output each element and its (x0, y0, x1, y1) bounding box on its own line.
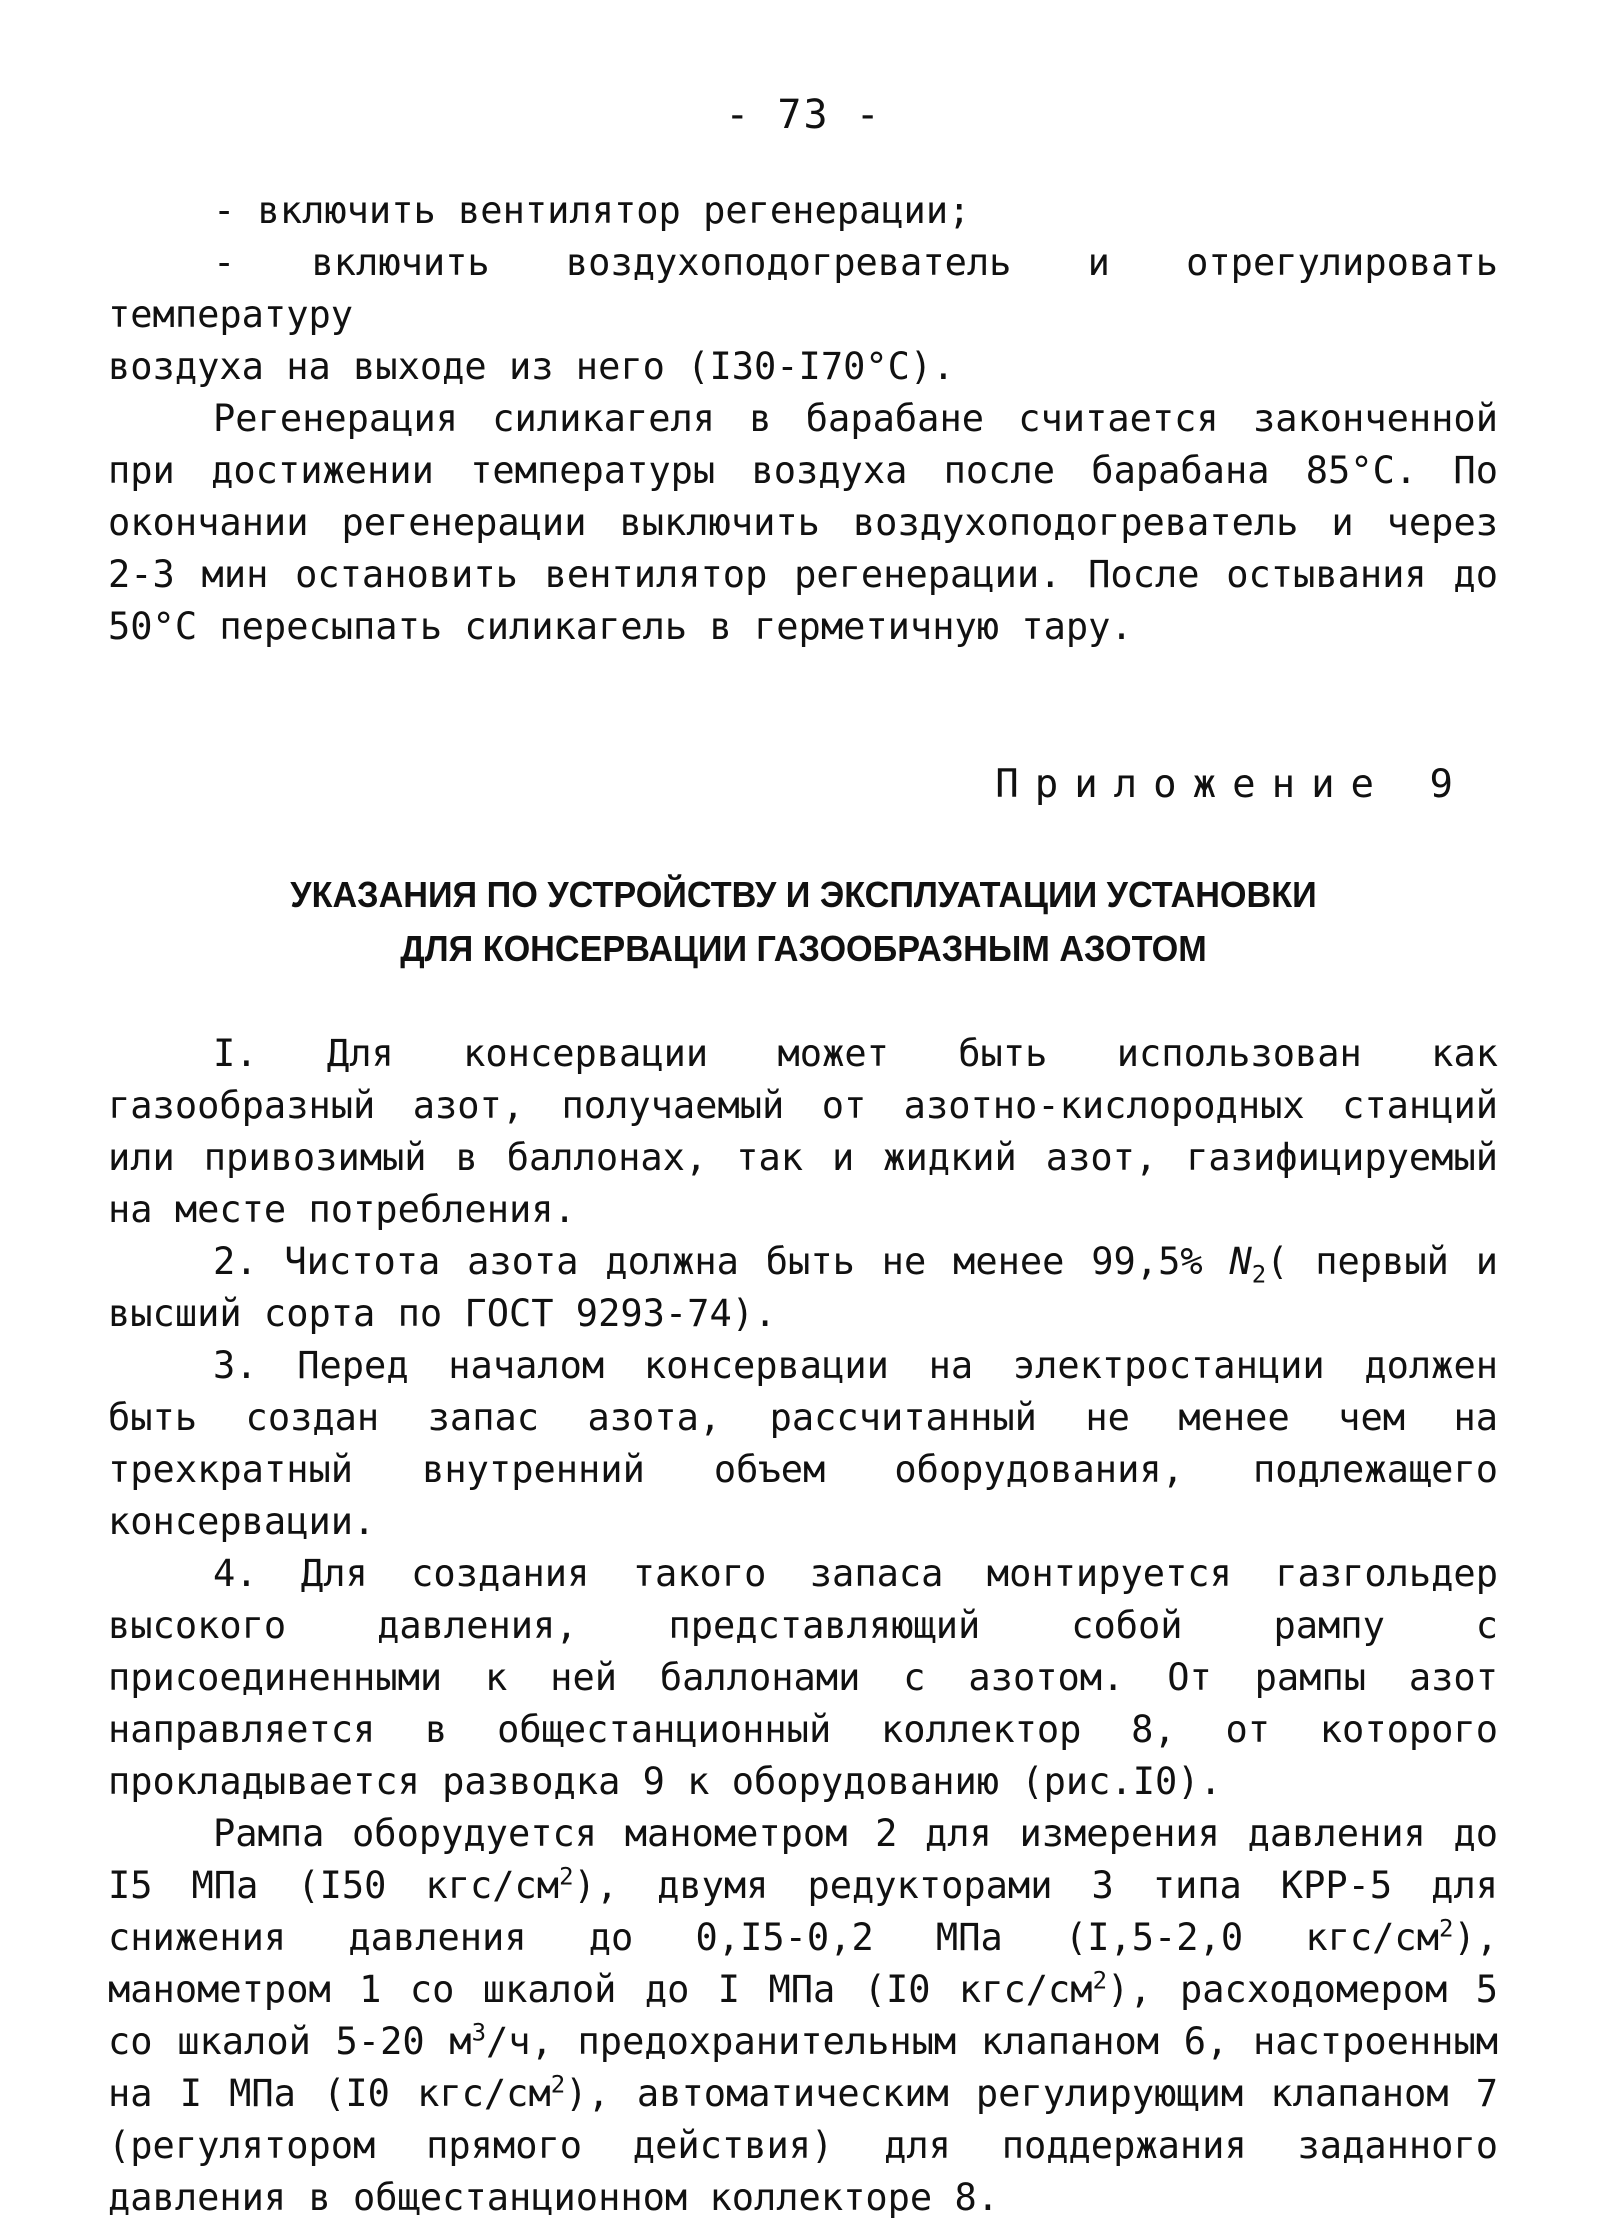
heading-line-1: УКАЗАНИЯ ПО УСТРОЙСТВУ И ЭКСПЛУАТАЦИИ УСТАНОВКИ (290, 874, 1317, 915)
appendix-body (108, 1028, 1498, 2224)
paragraph-1: I. Для консервации может быть использован как газообразный азот, получаемый от азотно-кислородных станций или привозимый в баллонах, так и жидкий азот, газифицируемый на месте потребления. (108, 1032, 1498, 1231)
paragraph-2-start: 2. Чистота азота должна быть не менее 99,5% (213, 1240, 1230, 1283)
paragraph-2 (108, 1236, 1498, 1340)
paragraph-5: Рампа оборудуется манометром 2 для измерения давления до I5 МПа (I50 кгс/$см^2$), двумя редукторами 3 типа КРР-5 для снижения давления до 0,I5-0,2 МПа (I,5-2,0 кгс/$см^2$), манометром 1 со шкалой до I МПа (I0 кгс/$см^2$), расходомером 5 со шкалой 5-20 $м^3/ч$, предохранительным клапаном 6, настроенным на I МПа (I0 кгс/$см^2$), автоматическим регулирующим клапаном 7 (регулятором прямого действия) для поддержания заданного давления в общестанционном коллекторе 8. (108, 1812, 1498, 2219)
superscript-2: 2 (1092, 1966, 1108, 1995)
list-item-heater-line2: воздуха на выходе из него (I30-I70°С). (108, 345, 955, 388)
superscript-2: 2 (559, 1862, 574, 1891)
heading-line-2: ДЛЯ КОНСЕРВАЦИИ ГАЗООБРАЗНЫМ АЗОТОМ (400, 928, 1207, 969)
paragraph-2-end: ( первый и высший сорта по ГОСТ 9293-74). (108, 1240, 1499, 1335)
section-heading (40, 868, 1567, 976)
top-section (108, 185, 1498, 653)
paragraph-4: 4. Для создания такого запаса монтируется газгольдер высокого давления, представляющий собой рампу с присоединенными к ней баллонами с азотом. От рампы азот направляется в общестанционный коллектор 8, от которого прокладывается разводка 9 к оборудованию (рис.I0). (108, 1552, 1498, 1803)
appendix-label: Приложение 9 (995, 762, 1469, 807)
superscript-2: 2 (1438, 1914, 1454, 1943)
list-item-fan: - включить вентилятор регенерации; (213, 189, 971, 232)
page-number: - 73 - (725, 92, 882, 138)
regeneration-paragraph: Регенерация силикагеля в барабане считается законченной при достижении температуры воздуха после барабана 85°С. По окончании регенерации выключить воздухоподогреватель и через 2-3 мин остановить вентилятор регенерации. После остывания до 50°С пересыпать силикагель в герметичную тару. (108, 397, 1498, 648)
paragraph-3: 3. Перед началом консервации на электростанции должен быть создан запас азота, рассчитанный не менее чем на трехкратный внутренний объем оборудования, подлежащего консервации. (108, 1344, 1498, 1543)
superscript-2: 2 (550, 2070, 566, 2099)
list-item-heater-line1: - включить воздухоподогреватель и отрегулировать температуру (108, 241, 1498, 336)
nitrogen-formula: $N_2$ (1229, 1240, 1267, 1289)
superscript-3: 3 (471, 2018, 487, 2047)
